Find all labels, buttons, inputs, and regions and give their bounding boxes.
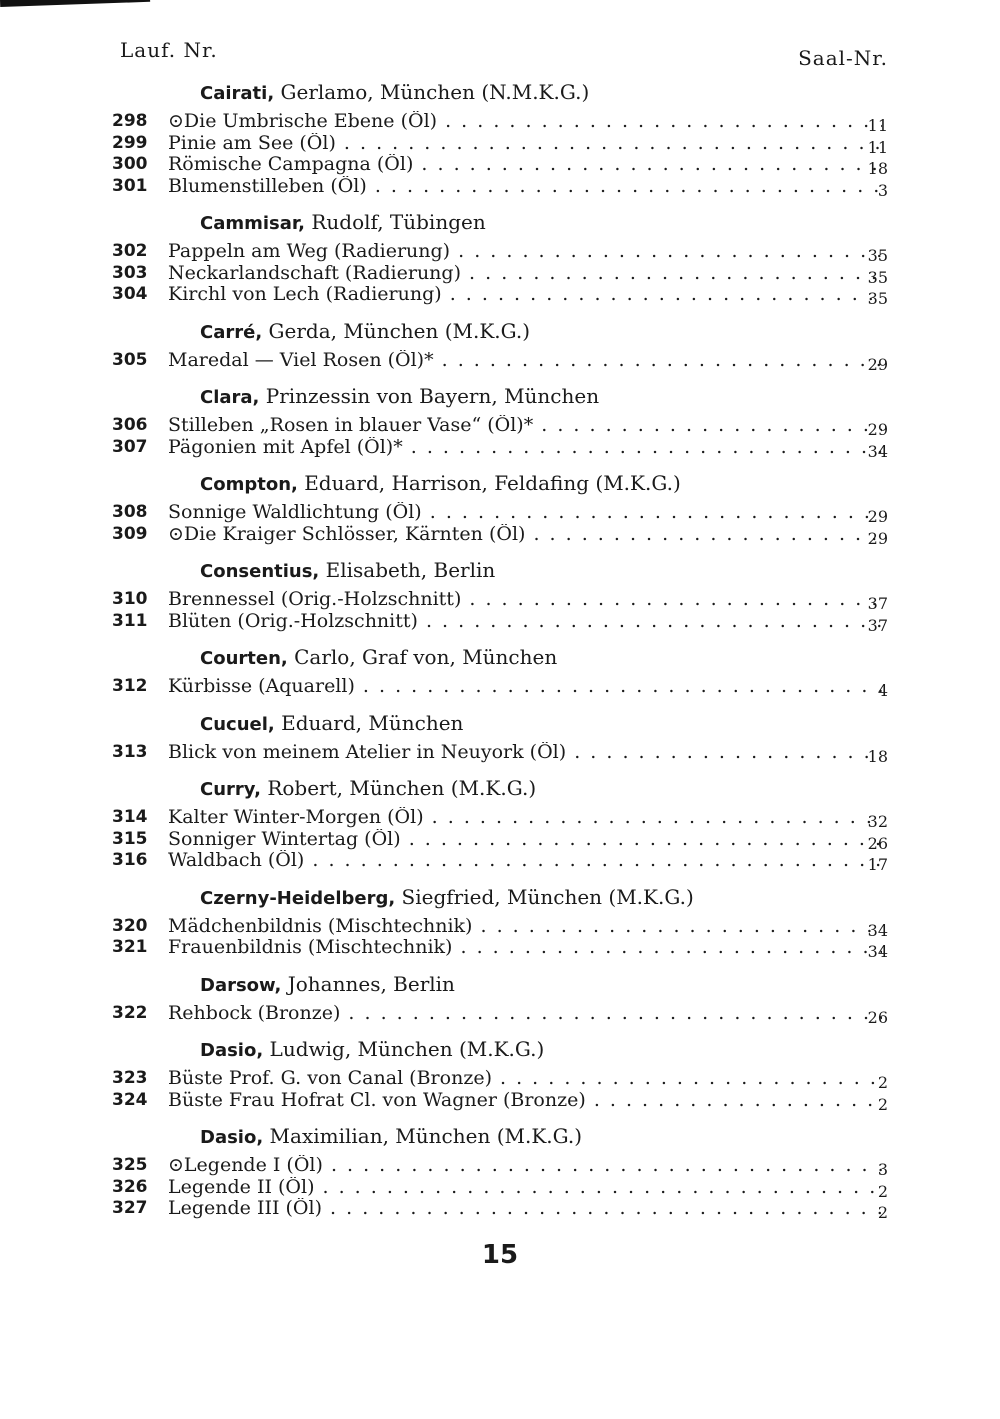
entry-room-number: 2 (877, 1094, 888, 1114)
catalog-entry (0, 916, 1000, 938)
catalog-entry (0, 502, 1000, 524)
artist-heading (0, 471, 1000, 497)
catalog-entry (0, 1198, 1000, 1220)
catalog-entry (0, 350, 1000, 372)
catalog-entry (0, 850, 1000, 872)
entry-title-leader (168, 742, 882, 764)
entry-title: Maredal — Viel Rosen (Öl)* (168, 349, 434, 371)
page-number: 15 (481, 1240, 519, 1270)
entry-title: ⊙Legende I (Öl) (168, 1155, 323, 1176)
artist-details: Eduard, München (281, 710, 464, 735)
entry-number: 301 (112, 175, 148, 196)
entry-title-leader (168, 829, 882, 851)
artist-heading (0, 711, 1000, 737)
entry-title-leader (168, 1068, 882, 1090)
entry-title-leader (168, 154, 882, 176)
entry-number: 308 (112, 502, 148, 522)
entry-title-leader (168, 850, 882, 872)
entry-number: 323 (112, 1068, 148, 1088)
entry-room-number: 37 (867, 594, 888, 613)
entry-number: 316 (112, 850, 148, 870)
entry-room-number: 34 (867, 920, 888, 940)
catalog-entry (0, 742, 1000, 764)
entry-room-number: 35 (867, 267, 888, 287)
entry-title-leader (168, 611, 882, 633)
entry-title: Mädchenbildnis (Mischtechnik) (168, 915, 473, 937)
entry-room-number: 29 (867, 354, 888, 374)
entry-title-leader (168, 263, 882, 285)
artist-name: Compton, (200, 474, 298, 495)
artist-details: Prinzessin von Bayern, München (265, 384, 600, 408)
entry-title-leader (168, 176, 882, 198)
artist-name: Consentius, (200, 561, 320, 582)
entry-title-leader (168, 502, 882, 524)
entry-title: Büste Frau Hofrat Cl. von Wagner (Bronze) (168, 1089, 586, 1111)
artist-details: Gerda, München (M.K.G.) (268, 318, 531, 343)
catalog-entry (0, 111, 1000, 133)
entry-room-number: 17 (867, 855, 888, 874)
artist-name: Cairati, (200, 83, 275, 104)
catalog-entry (0, 589, 1000, 611)
entry-room-number: 4 (877, 681, 888, 700)
catalog-entry (0, 524, 1000, 546)
entry-title: Pinie am See (Öl) (168, 132, 336, 154)
catalog-entry (0, 807, 1000, 829)
entry-title: Legende III (Öl) (168, 1198, 322, 1219)
artist-details: Elisabeth, Berlin (325, 558, 496, 582)
entry-title: Kirchl von Lech (Radierung) (168, 284, 442, 305)
entry-number: 310 (112, 589, 148, 609)
entry-number: 311 (112, 610, 148, 631)
artist-name: Carré, (200, 321, 263, 343)
entry-title: Frauenbildnis (Mischtechnik) (168, 937, 453, 958)
header-lauf-nr: Lauf. Nr. (120, 38, 218, 62)
artist-heading (0, 80, 1000, 106)
entry-room-number: 29 (867, 507, 888, 526)
entry-room-number: 2 (877, 1073, 888, 1092)
catalog-entry (0, 829, 1000, 851)
entry-room-number: 34 (867, 942, 888, 961)
artist-details: Eduard, Harrison, Feldafing (M.K.G.) (304, 471, 681, 495)
entry-number: 306 (112, 415, 148, 435)
entry-room-number: 26 (867, 833, 888, 853)
catalog-entry (0, 241, 1000, 263)
entry-title: Blüten (Orig.-Holzschnitt) (168, 610, 418, 632)
entry-number: 326 (112, 1176, 148, 1197)
entry-title-leader (168, 937, 882, 959)
artist-name: Dasio, (200, 1127, 264, 1148)
catalog-entry (0, 154, 1000, 176)
entry-room-number: 3 (877, 1160, 888, 1179)
artist-heading (0, 1124, 1000, 1150)
artist-details: Ludwig, München (M.K.G.) (269, 1037, 545, 1061)
entry-title-leader (168, 1177, 882, 1199)
entry-title: Sonnige Waldlichtung (Öl) (168, 502, 422, 523)
entry-title: ⊙Die Umbrische Ebene (Öl) (168, 111, 438, 132)
catalog-entry (0, 1090, 1000, 1112)
catalog-entry (0, 1003, 1000, 1025)
entry-title-leader (168, 916, 882, 938)
entry-title: Brennessel (Orig.-Holzschnitt) (168, 589, 462, 610)
entry-room-number: 18 (867, 159, 888, 178)
artist-details: Rudolf, Tübingen (311, 210, 486, 234)
artist-name: Curry, (200, 779, 261, 800)
header-saal-nr: Saal-Nr. (798, 46, 888, 70)
artist-details: Robert, München (M.K.G.) (267, 776, 537, 800)
entry-title: Pappeln am Weg (Radierung) (168, 241, 451, 262)
artist-details: Carlo, Graf von, München (294, 645, 558, 669)
entry-title: Römische Campagna (Öl) (168, 154, 414, 175)
entry-number: 321 (112, 937, 148, 957)
entry-title-leader (168, 437, 882, 459)
entry-number: 322 (112, 1002, 148, 1023)
entry-title: Blumenstilleben (Öl) (168, 175, 367, 197)
entry-number: 303 (112, 262, 148, 283)
entry-room-number: 26 (867, 1007, 888, 1027)
entry-title-leader (168, 524, 882, 546)
artist-heading (0, 885, 1000, 911)
entry-title: Pägonien mit Apfel (Öl)* (168, 436, 403, 458)
entry-room-number: 34 (867, 441, 888, 461)
entry-title-leader (168, 415, 882, 437)
artist-heading (0, 972, 1000, 998)
entry-number: 312 (112, 676, 148, 696)
entry-title-leader (168, 1090, 882, 1112)
entry-room-number: 29 (867, 420, 888, 439)
artist-name: Darsow, (200, 974, 282, 996)
entry-title: Büste Prof. G. von Canal (Bronze) (168, 1068, 492, 1089)
catalog-entry (0, 1177, 1000, 1199)
entry-room-number: 2 (877, 1203, 888, 1222)
entry-title-leader (168, 284, 882, 306)
artist-name: Courten, (200, 648, 288, 669)
artist-heading (0, 645, 1000, 671)
entry-room-number: 35 (867, 246, 888, 265)
entry-title: Waldbach (Öl) (168, 850, 305, 871)
entry-number: 300 (112, 154, 148, 174)
artist-heading (0, 210, 1000, 236)
entry-number: 299 (112, 132, 148, 153)
entry-room-number: 35 (867, 289, 888, 308)
entry-title: Sonniger Wintertag (Öl) (168, 828, 401, 850)
artist-heading (0, 384, 1000, 410)
entry-room-number: 18 (867, 746, 888, 766)
entry-room-number: 2 (877, 1181, 888, 1201)
catalog-entry (0, 611, 1000, 633)
entry-title-leader (168, 1155, 882, 1177)
entry-number: 309 (112, 523, 148, 544)
entry-title-leader (168, 589, 882, 611)
artist-details: Siegfried, München (M.K.G.) (401, 884, 694, 909)
entry-title: Rehbock (Bronze) (168, 1002, 341, 1024)
entry-number: 320 (112, 915, 148, 936)
entry-number: 304 (112, 284, 148, 304)
entry-number: 305 (112, 349, 148, 370)
catalog-entry (0, 176, 1000, 198)
entry-number: 315 (112, 828, 148, 849)
artist-name: Czerny-Heidelberg, (200, 887, 396, 909)
entry-title: Stilleben „Rosen in blauer Vase“ (Öl)* (168, 415, 534, 436)
artist-name: Dasio, (200, 1040, 264, 1061)
entry-title-leader (168, 350, 882, 372)
artist-details: Gerlamo, München (N.M.K.G.) (280, 80, 590, 104)
entry-title: Neckarlandschaft (Radierung) (168, 262, 461, 284)
catalog-entry (0, 937, 1000, 959)
artist-heading (0, 319, 1000, 345)
entry-title: Blick von meinem Atelier in Neuyork (Öl) (168, 741, 567, 763)
entry-number: 325 (112, 1155, 148, 1175)
entry-title: Legende II (Öl) (168, 1176, 315, 1198)
scan-edge-mark (0, 0, 150, 7)
catalog-entry (0, 437, 1000, 459)
entry-title-leader (168, 676, 882, 698)
entry-title-leader (168, 1198, 882, 1220)
artist-details: Johannes, Berlin (287, 971, 455, 996)
entry-room-number: 11 (867, 137, 888, 157)
entry-title-leader (168, 807, 882, 829)
catalog-list (0, 80, 1000, 1220)
entry-title-leader (168, 133, 882, 155)
artist-heading (0, 776, 1000, 802)
artist-details: Maximilian, München (M.K.G.) (269, 1124, 583, 1148)
entry-number: 314 (112, 807, 148, 827)
entry-room-number: 32 (867, 812, 888, 831)
entry-number: 313 (112, 741, 148, 762)
entry-number: 302 (112, 241, 148, 261)
catalog-entry (0, 415, 1000, 437)
artist-name: Cammisar, (200, 213, 305, 234)
entry-title-leader (168, 241, 882, 263)
catalog-entry (0, 284, 1000, 306)
catalog-entry (0, 133, 1000, 155)
entry-room-number: 3 (877, 180, 888, 200)
entry-title: Kalter Winter-Morgen (Öl) (168, 807, 424, 828)
catalog-entry (0, 1155, 1000, 1177)
catalog-entry (0, 676, 1000, 698)
catalog-entry (0, 263, 1000, 285)
artist-name: Clara, (200, 387, 260, 408)
entry-number: 298 (112, 111, 148, 131)
entry-number: 327 (112, 1198, 148, 1218)
entry-title: Kürbisse (Aquarell) (168, 676, 355, 697)
entry-room-number: 37 (867, 615, 888, 635)
artist-name: Cucuel, (200, 713, 275, 735)
entry-number: 324 (112, 1089, 148, 1110)
artist-heading (0, 558, 1000, 584)
entry-title-leader (168, 1003, 882, 1025)
entry-room-number: 11 (867, 116, 888, 135)
artist-heading (0, 1037, 1000, 1063)
catalog-entry (0, 1068, 1000, 1090)
entry-title: ⊙Die Kraiger Schlösser, Kärnten (Öl) (168, 523, 526, 545)
entry-number: 307 (112, 436, 148, 457)
entry-title-leader (168, 111, 882, 133)
entry-room-number: 29 (867, 528, 888, 548)
